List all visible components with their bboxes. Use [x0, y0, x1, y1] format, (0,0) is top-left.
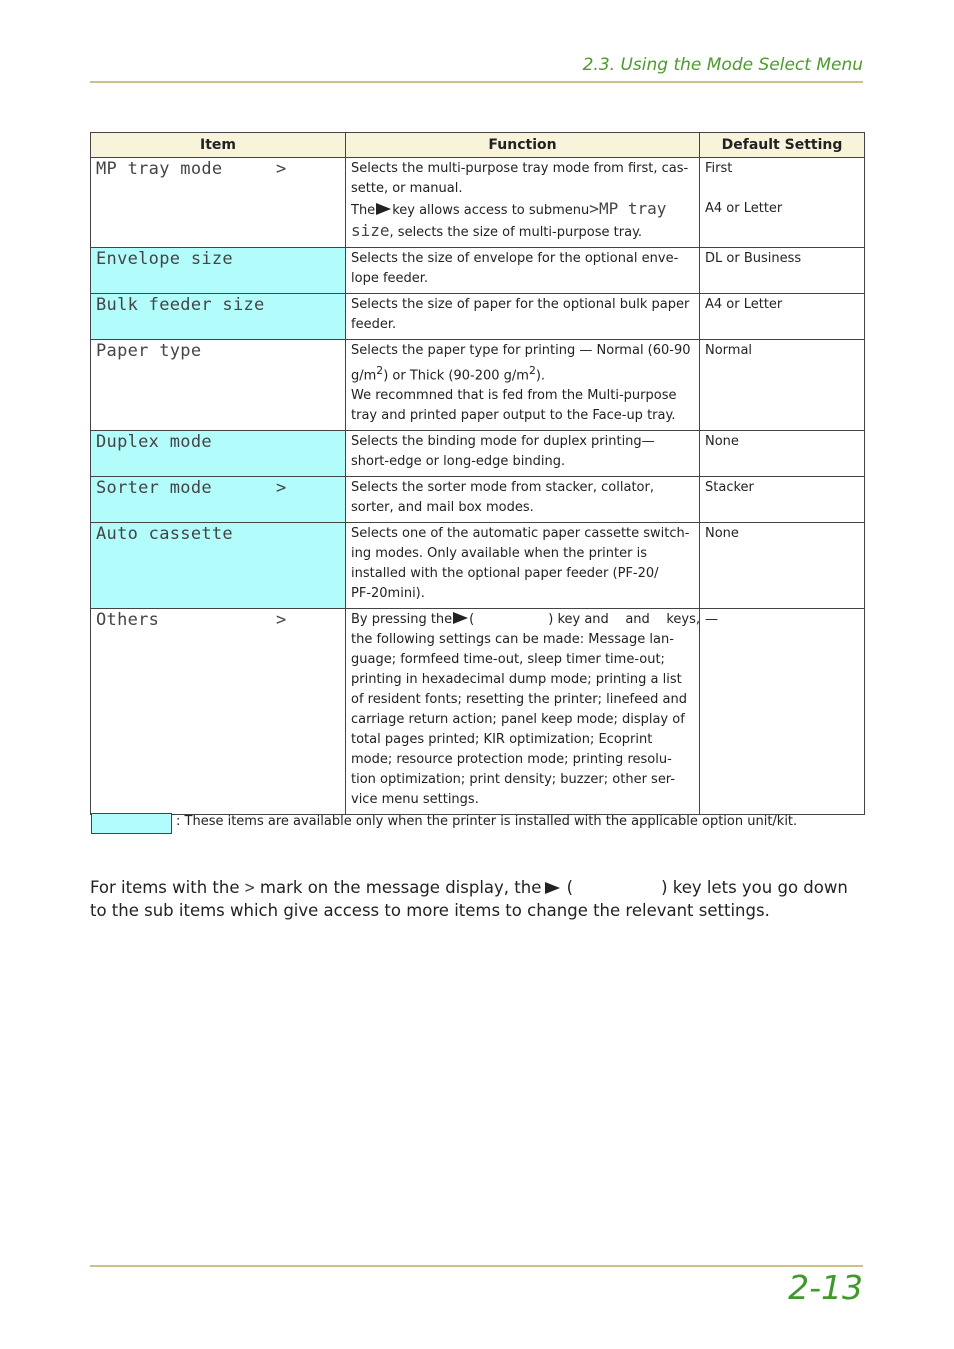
submenu-chevron-icon: > [589, 199, 599, 218]
function-text: tray and printed paper output to the Face-up tray. [351, 408, 676, 424]
function-note [351, 199, 694, 221]
note-suffix: , selects the size of multi-purpose tray. [389, 225, 643, 240]
default-cell [700, 477, 865, 523]
item-name: Bulk feeder size [96, 295, 265, 315]
item-cell [91, 248, 346, 294]
function-text: sorter, and mail box modes. [351, 500, 534, 516]
right-arrow-key-icon [545, 882, 560, 894]
function-text: Selects the binding mode for duplex printing— [351, 434, 655, 450]
text-part: g/m [351, 368, 377, 384]
text-part: ( [469, 612, 475, 628]
default-cell [700, 431, 865, 477]
item-name: Others [96, 610, 160, 631]
item-cell [91, 477, 346, 523]
function-cell [346, 294, 700, 340]
function-text: Selects the multi-purpose tray mode from first, cas- [351, 161, 689, 176]
default-value: Stacker [705, 480, 754, 496]
table-row [91, 477, 865, 523]
item-cell [91, 523, 346, 609]
table-row [91, 609, 865, 815]
item-name: Envelope size [96, 249, 233, 269]
section-title: 2.3. Using the Mode Select Menu [582, 55, 863, 75]
submenu-chevron-icon: > [276, 478, 287, 499]
function-text [351, 361, 694, 386]
function-text: sette, or manual. [351, 181, 463, 196]
function-text: Selects the sorter mode from stacker, collator, [351, 480, 654, 496]
default-cell [700, 294, 865, 340]
superscript: 2 [528, 364, 536, 377]
default-cell [700, 609, 865, 815]
default-cell [700, 248, 865, 294]
table-row [91, 294, 865, 340]
submenu-chevron-icon: > [276, 610, 287, 631]
function-note-cont [351, 221, 694, 243]
default-value: First [705, 161, 733, 176]
body-text: ( [566, 878, 574, 897]
function-cell [346, 477, 700, 523]
function-text: Selects one of the automatic paper cassette switch- [351, 526, 690, 542]
text-part: ) key and and keys, [548, 612, 700, 628]
note-mid: key allows access to submenu [392, 203, 590, 218]
function-text [351, 610, 700, 630]
table-row [91, 431, 865, 477]
item-cell [91, 609, 346, 815]
submenu-name-cont: size [351, 221, 390, 240]
optional-legend-swatch [91, 813, 172, 834]
column-header-function: Function [346, 133, 700, 158]
submenu-name: MP tray [598, 199, 667, 218]
right-arrow-key-icon [376, 203, 391, 215]
legend-text: : These items are available only when the printer is installed with the applicable option unit/kit. [176, 814, 798, 829]
table-header-row [91, 133, 865, 158]
submenu-chevron-icon: > [244, 878, 255, 897]
function-text: carriage return action; panel keep mode; display of [351, 712, 685, 728]
function-text: Selects the size of envelope for the optional enve- [351, 251, 679, 266]
default-value: None [705, 526, 739, 542]
function-cell [346, 431, 700, 477]
body-text: For items with the [90, 878, 240, 897]
function-text: We recommned that is fed from the Multi-purpose [351, 388, 677, 404]
function-text: mode; resource protection mode; printing resolu- [351, 752, 672, 768]
submenu-chevron-icon: > [276, 159, 287, 179]
default-cell [700, 340, 865, 431]
mode-select-table [90, 132, 865, 815]
body-paragraph [90, 876, 865, 922]
function-cell [346, 158, 700, 248]
function-cell [346, 340, 700, 431]
function-text: vice menu settings. [351, 792, 479, 808]
item-name: Duplex mode [96, 432, 212, 453]
default-value: Normal [705, 343, 753, 358]
text-part: By pressing the [351, 612, 453, 628]
function-cell [346, 248, 700, 294]
right-arrow-key-icon [453, 612, 468, 624]
page-number: 2-13 [788, 1268, 863, 1307]
item-cell [91, 431, 346, 477]
text-part: ) or Thick (90-200 g/m [383, 368, 529, 384]
item-cell [91, 158, 346, 248]
function-text: ing modes. Only available when the printer is [351, 546, 647, 562]
function-text: the following settings can be made: Message lan- [351, 632, 674, 648]
text-part: ). [535, 368, 546, 384]
function-text: guage; formfeed time-out, sleep timer time-out; [351, 652, 665, 668]
function-text: installed with the optional paper feeder (PF-20/ [351, 566, 659, 582]
default-cell [700, 158, 865, 248]
column-header-default: Default Setting [700, 133, 865, 158]
body-text: mark on the message display, the [259, 878, 542, 897]
function-text: Selects the size of paper for the optional bulk paper [351, 297, 690, 312]
function-text: of resident fonts; resetting the printer; linefeed and [351, 692, 687, 708]
item-name: Paper type [96, 341, 202, 361]
item-name: Sorter mode [96, 478, 212, 499]
note-prefix: The [351, 203, 376, 218]
table-row [91, 248, 865, 294]
item-cell [91, 340, 346, 431]
default-cell [700, 523, 865, 609]
function-text: Selects the paper type for printing — Normal (60-90 [351, 343, 691, 358]
function-text: feeder. [351, 317, 397, 332]
item-name: MP tray mode [96, 159, 223, 179]
default-value: A4 or Letter [705, 297, 783, 312]
function-text: short-edge or long-edge binding. [351, 454, 566, 470]
table-row [91, 158, 865, 248]
item-cell [91, 294, 346, 340]
table-row [91, 523, 865, 609]
function-text: total pages printed; KIR optimization; Ecoprint [351, 732, 653, 748]
header-rule [90, 81, 863, 83]
default-value: None [705, 434, 739, 450]
function-cell [346, 609, 700, 815]
table-row [91, 340, 865, 431]
default-value: — [705, 612, 718, 628]
function-cell [346, 523, 700, 609]
footer-rule [90, 1265, 863, 1267]
default-value: A4 or Letter [705, 201, 783, 216]
function-text: PF-20mini). [351, 586, 425, 602]
default-value: DL or Business [705, 251, 802, 266]
column-header-item: Item [91, 133, 346, 158]
item-name: Auto cassette [96, 524, 233, 545]
superscript: 2 [376, 364, 384, 377]
function-text: tion optimization; print density; buzzer; other ser- [351, 772, 676, 788]
function-text: printing in hexadecimal dump mode; printing a list [351, 672, 682, 688]
body-text: ) key lets you go down to the sub items which give access to more items to change the relevant settings. [90, 878, 848, 920]
function-text: lope feeder. [351, 271, 429, 286]
